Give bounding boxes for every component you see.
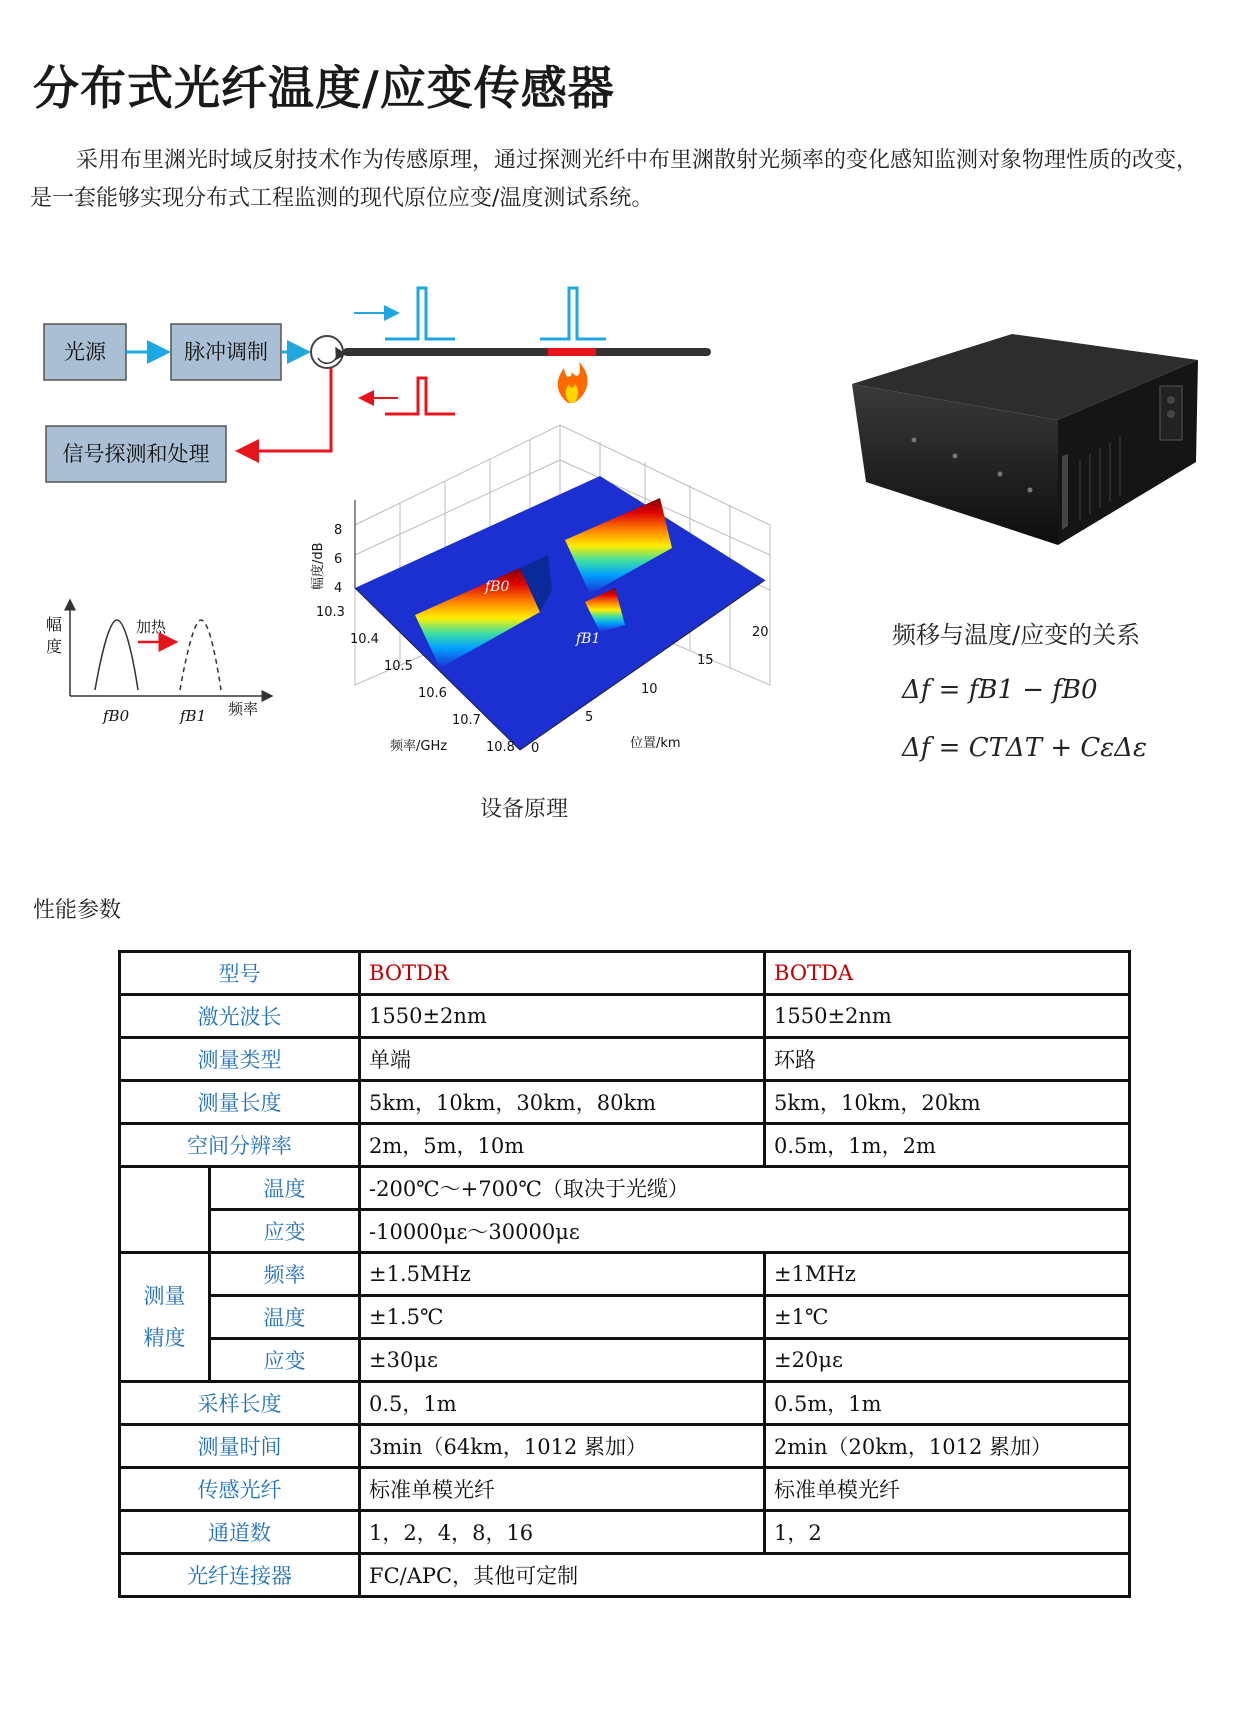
table-cell: 2m，5m，10m: [360, 1124, 765, 1167]
svg-text:频率: 频率: [228, 700, 259, 718]
table-cell: 单端: [360, 1038, 765, 1081]
precision-group-label: 测量 精度: [120, 1253, 210, 1382]
relation-eq2: Δf = CTΔT + CεΔε: [902, 733, 1147, 763]
intro-paragraph: 采用布里渊光时域反射技术作为传感原理，通过探测光纤中布里渊散射光频率的变化感知监测对象物理性质的改变，是一套能够实现分布式工程监测的现代原位应变/温度测试系统。: [30, 148, 1199, 211]
svg-text:fB1: fB1: [576, 631, 601, 647]
svg-text:频率/GHz: 频率/GHz: [390, 739, 448, 754]
table-label: 应变: [210, 1339, 360, 1382]
svg-text:10.4: 10.4: [350, 632, 379, 647]
table-cell: 1，2: [765, 1511, 1130, 1554]
table-cell: 0.5，1m: [360, 1382, 765, 1425]
table-row: [120, 1425, 1130, 1468]
svg-text:幅: 幅: [46, 615, 63, 634]
table-label: 温度: [210, 1296, 360, 1339]
pulse-box-label: 脉冲调制: [184, 340, 268, 364]
svg-text:10.5: 10.5: [384, 659, 413, 674]
table-label: 激光波长: [120, 995, 360, 1038]
table-label: 频率: [210, 1253, 360, 1296]
range-group-cell: [120, 1167, 210, 1253]
svg-text:fB0: fB0: [103, 707, 130, 725]
table-row: [120, 1253, 1130, 1296]
svg-text:20: 20: [752, 625, 769, 640]
table-label: 测量长度: [120, 1081, 360, 1124]
table-cell: 标准单模光纤: [360, 1468, 765, 1511]
page-title: 分布式光纤温度/应变传感器: [33, 61, 615, 115]
table-header-row: [120, 952, 1130, 995]
svg-text:15: 15: [697, 653, 714, 668]
device-image: [852, 334, 1198, 545]
table-label: 型号: [120, 952, 360, 995]
table-cell: ±20με: [765, 1339, 1130, 1382]
source-box-label: 光源: [64, 340, 106, 364]
table-cell: BOTDR: [360, 952, 765, 995]
bgs-3d-plot: [310, 425, 770, 756]
svg-text:10.6: 10.6: [418, 686, 447, 701]
hotspot: [548, 348, 596, 356]
svg-text:10.7: 10.7: [452, 713, 481, 728]
svg-text:10.8: 10.8: [486, 740, 515, 755]
table-cell: 标准单模光纤: [765, 1468, 1130, 1511]
svg-text:5: 5: [585, 710, 594, 725]
table-row: [120, 1382, 1130, 1425]
table-label: 应变: [210, 1210, 360, 1253]
table-label: 测量时间: [120, 1425, 360, 1468]
table-row: [120, 1210, 1130, 1253]
table-row: [120, 1554, 1130, 1597]
svg-text:fB1: fB1: [180, 707, 207, 725]
table-label: 空间分辨率: [120, 1124, 360, 1167]
table-cell: ±1℃: [765, 1296, 1130, 1339]
table-cell: ±1.5℃: [360, 1296, 765, 1339]
svg-text:幅度/dB: 幅度/dB: [311, 542, 326, 590]
table-row: [120, 1296, 1130, 1339]
table-cell: FC/APC，其他可定制: [360, 1554, 1130, 1597]
table-row: [120, 1511, 1130, 1554]
table-row: [120, 995, 1130, 1038]
flame-icon: [558, 362, 588, 403]
svg-text:6: 6: [334, 552, 343, 567]
table-cell: 0.5m，1m，2m: [765, 1124, 1130, 1167]
table-label: 光纤连接器: [120, 1554, 360, 1597]
table-cell: 1550±2nm: [360, 995, 765, 1038]
table-row: [120, 1167, 1130, 1210]
svg-text:0: 0: [531, 741, 540, 756]
svg-text:8: 8: [334, 523, 343, 538]
table-cell: 5km，10km，20km: [765, 1081, 1130, 1124]
table-cell: -200℃～+700℃（取决于光缆）: [360, 1167, 1130, 1210]
table-cell: 0.5m，1m: [765, 1382, 1130, 1425]
table-cell: 3min（64km，1012 累加）: [360, 1425, 765, 1468]
table-cell: 环路: [765, 1038, 1130, 1081]
svg-text:位置/km: 位置/km: [630, 736, 681, 751]
table-row: [120, 1081, 1130, 1124]
table-row: [120, 1468, 1130, 1511]
table-cell: ±30με: [360, 1339, 765, 1382]
table-label: 采样长度: [120, 1382, 360, 1425]
svg-text:fB0: fB0: [485, 579, 510, 595]
diagram-caption: 设备原理: [480, 797, 569, 822]
table-label: 测量类型: [120, 1038, 360, 1081]
fiber-line: [343, 348, 711, 356]
table-cell: 5km，10km，30km，80km: [360, 1081, 765, 1124]
table-cell: 1，2，4，8，16: [360, 1511, 765, 1554]
svg-text:度: 度: [46, 637, 63, 656]
detect-box-label: 信号探测和处理: [62, 442, 210, 466]
relation-title: 频移与温度/应变的关系: [892, 621, 1141, 649]
svg-text:10.3: 10.3: [316, 605, 345, 620]
heating-inset: [46, 600, 272, 725]
table-row: [120, 1339, 1130, 1382]
section-title: 性能参数: [33, 898, 122, 923]
spec-table: [118, 950, 1131, 1598]
relation-eq1: Δf = fB1 − fB0: [902, 675, 1098, 705]
table-cell: -10000με～30000με: [360, 1210, 1130, 1253]
table-cell: ±1.5MHz: [360, 1253, 765, 1296]
svg-text:4: 4: [334, 581, 343, 596]
table-label: 温度: [210, 1167, 360, 1210]
table-cell: ±1MHz: [765, 1253, 1130, 1296]
table-row: [120, 1038, 1130, 1081]
svg-text:加热: 加热: [136, 618, 167, 636]
table-label: 通道数: [120, 1511, 360, 1554]
table-label: 传感光纤: [120, 1468, 360, 1511]
svg-text:10: 10: [641, 682, 658, 697]
table-cell: 1550±2nm: [765, 995, 1130, 1038]
table-cell: 2min（20km，1012 累加）: [765, 1425, 1130, 1468]
table-row: [120, 1124, 1130, 1167]
principle-diagram: [0, 250, 1240, 790]
table-cell: BOTDA: [765, 952, 1130, 995]
